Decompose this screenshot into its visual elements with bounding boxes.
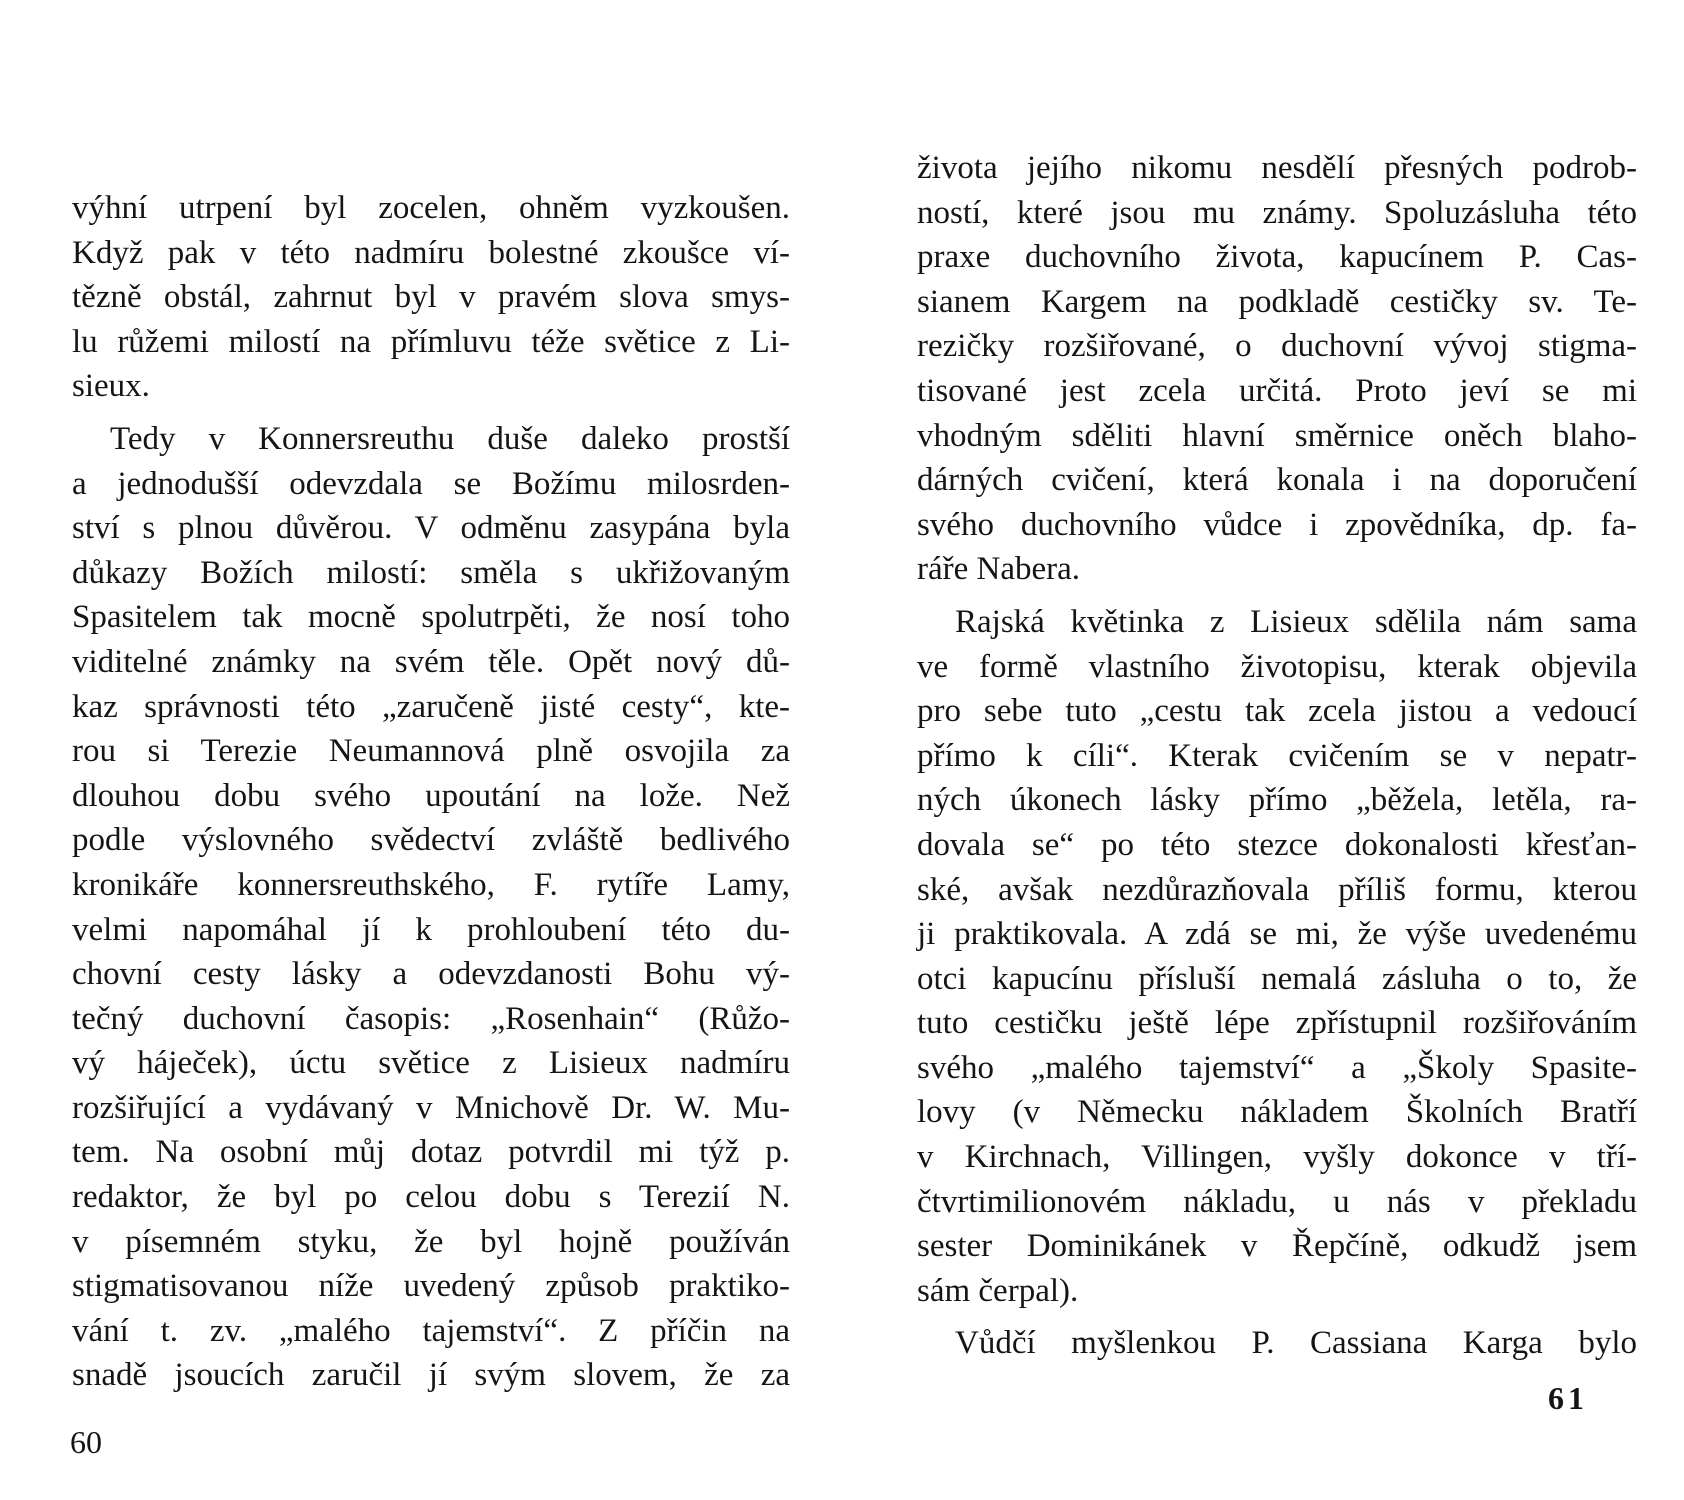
text-line: vání t. zv. „malého tajemství“. Z příčin na <box>72 1312 790 1349</box>
text-line: pro sebe tuto „cestu tak zcela jistou a vedoucí <box>917 693 1637 730</box>
text-line: v písemném styku, že byl hojně používán <box>72 1223 790 1260</box>
text-line: dlouhou dobu svého upoutání na lože. Než <box>72 777 790 814</box>
text-line: snadě jsoucích zaručil jí svým slovem, že za <box>72 1357 790 1394</box>
text-line: a jednodušší odevzdala se Božímu milosrden- <box>72 465 790 502</box>
text-line: ných úkonech lásky přímo „běžela, letěla, ra- <box>917 782 1637 819</box>
text-line: chovní cesty lásky a odevzdanosti Bohu vý- <box>72 956 790 993</box>
text-line: rezičky rozšiřované, o duchovní vývoj stigma- <box>917 328 1637 365</box>
text-line: redaktor, že byl po celou dobu s Terezií N. <box>72 1179 790 1216</box>
text-line: rozšiřující a vydávaný v Mnichově Dr. W. Mu- <box>72 1089 790 1126</box>
text-line: tisované jest zcela určitá. Proto jeví se mi <box>917 372 1637 409</box>
text-line: ské, avšak nezdůrazňovala příliš formu, kterou <box>917 871 1637 908</box>
text-line: ností, které jsou mu známy. Spoluzásluha této <box>917 194 1637 231</box>
text-line: v Kirchnach, Villingen, vyšly dokonce v tří- <box>917 1139 1637 1176</box>
text-line: čtvrtimilionovém nákladu, u nás v překladu <box>917 1183 1637 1220</box>
text-line: ství s plnou důvěrou. V odměnu zasypána byla <box>72 510 790 547</box>
text-line: stigmatisovanou níže uvedený způsob praktiko- <box>72 1268 790 1305</box>
text-line: Spasitelem tak mocně spolutrpěti, že nosí toho <box>72 599 790 636</box>
text-line: svého „malého tajemství“ a „Školy Spasite- <box>917 1049 1637 1086</box>
text-line: otci kapucínu přísluší nemalá zásluha o to, že <box>917 960 1637 997</box>
text-line: tězně obstál, zahrnut byl v pravém slova smys- <box>72 279 790 316</box>
text-line: praxe duchovního života, kapucínem P. Cas- <box>917 239 1637 276</box>
text-line: lovy (v Německu nákladem Školních Bratří <box>917 1094 1637 1131</box>
text-line: ji praktikovala. A zdá se mi, že výše uvedenému <box>917 916 1637 953</box>
text-line: podle výslovného svědectví zvláště bedlivého <box>72 822 790 859</box>
page-number: 60 <box>70 1424 102 1460</box>
text-line: viditelné známky na svém těle. Opět nový dů- <box>72 643 790 680</box>
page-number: 61 <box>1548 1380 1588 1416</box>
text-line: přímo k cíli“. Kterak cvičením se v nepatr- <box>917 737 1637 774</box>
text-line: tem. Na osobní můj dotaz potvrdil mi týž p. <box>72 1134 790 1171</box>
text-line: sieux. <box>72 368 150 405</box>
text-line: života jejího nikomu nesdělí přesných podrob- <box>917 150 1637 186</box>
text-line: tečný duchovní časopis: „Rosenhain“ (Růžo- <box>72 1000 790 1037</box>
text-line: velmi napomáhal jí k prohloubení této du- <box>72 911 790 948</box>
text-line: Tedy v Konnersreuthu duše daleko prostší <box>110 420 790 457</box>
text-line: dárných cvičení, která konala i na doporučení <box>917 462 1637 499</box>
text-line: sester Dominikánek v Řepčíně, odkudž jsem <box>917 1228 1637 1265</box>
text-line: kaz správnosti této „zaručeně jisté cesty“, kte- <box>72 688 790 725</box>
text-line: ve formě vlastního životopisu, kterak objevila <box>917 648 1637 685</box>
text-line: sám čerpal). <box>917 1272 1079 1309</box>
text-line: svého duchovního vůdce i zpovědníka, dp. fa- <box>917 506 1637 543</box>
text-line: Vůdčí myšlenkou P. Cassiana Karga bylo <box>955 1325 1637 1362</box>
text-line: důkazy Božích milostí: směla s ukřižovaným <box>72 554 790 591</box>
text-line: výhní utrpení byl zocelen, ohněm vyzkoušen. <box>72 190 790 226</box>
text-line: sianem Kargem na podkladě cestičky sv. Te- <box>917 283 1637 320</box>
right-page-text <box>917 146 1637 1366</box>
right-page <box>842 0 1684 1500</box>
text-line: vhodným sděliti hlavní směrnice oněch blaho- <box>917 417 1637 454</box>
text-line: Rajská květinka z Lisieux sdělila nám sama <box>955 603 1637 640</box>
text-line: kronikáře konnersreuthského, F. rytíře Lamy, <box>72 866 790 903</box>
text-line: Když pak v této nadmíru bolestné zkoušce ví- <box>72 234 790 271</box>
left-page-text <box>72 186 790 1398</box>
text-line: vý háječek), úctu světice z Lisieux nadmíru <box>72 1045 790 1082</box>
text-line: dovala se“ po této stezce dokonalosti křesťan- <box>917 826 1637 863</box>
text-line: tuto cestičku ještě lépe zpřístupnil rozšiřováním <box>917 1005 1637 1042</box>
text-line: lu růžemi milostí na přímluvu téže světice z Li- <box>72 323 790 360</box>
text-line: rou si Terezie Neumannová plně osvojila za <box>72 733 790 770</box>
text-line: ráře Nabera. <box>917 551 1081 588</box>
